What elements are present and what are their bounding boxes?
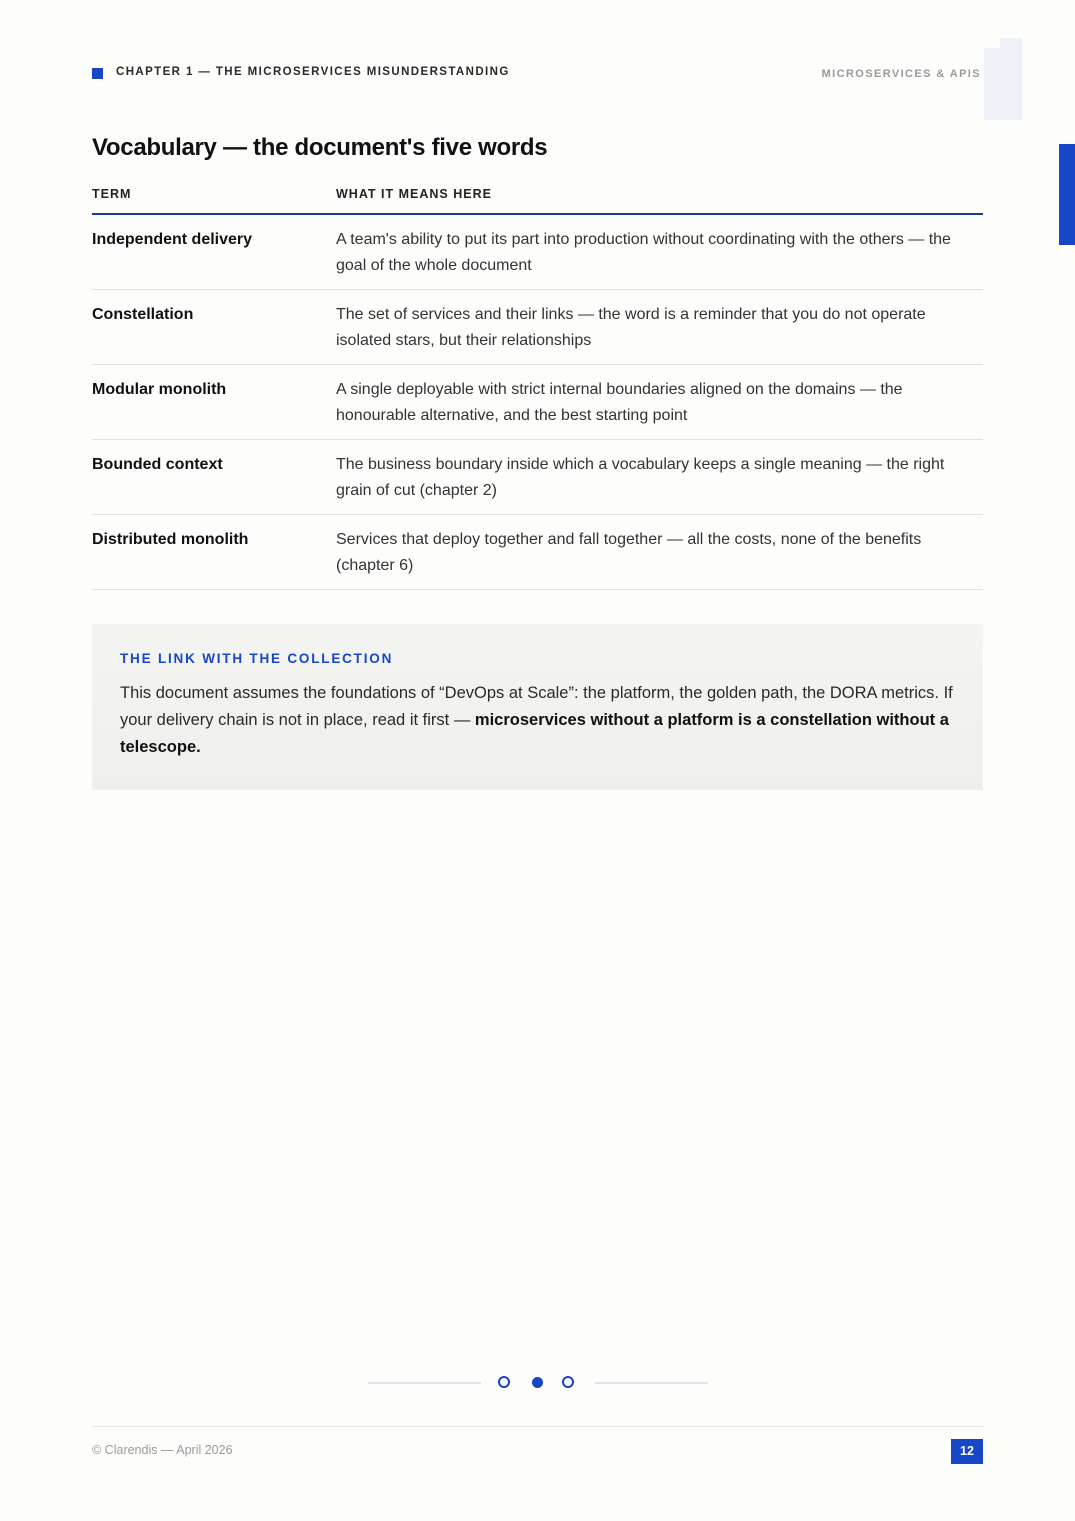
chapter-header: CHAPTER 1 — THE MICROSERVICES MISUNDERSTANDING (116, 66, 510, 78)
table-row (92, 440, 983, 515)
footer-divider (92, 1426, 983, 1427)
term-cell: Constellation (92, 306, 194, 323)
page-number-badge: 12 (951, 1439, 983, 1464)
table-row (92, 215, 983, 290)
term-cell: Independent delivery (92, 231, 253, 248)
meaning-cell: The set of services and their links — the word is a reminder that you do not operate isolated stars, but their relationships (336, 306, 926, 349)
pager-dot-3[interactable] (562, 1376, 574, 1388)
pager-line-right (595, 1382, 708, 1384)
column-header-meaning: WHAT IT MEANS HERE (336, 187, 492, 201)
chapter-side-tab (1059, 144, 1075, 245)
vocabulary-table (92, 180, 983, 590)
table-row (92, 290, 983, 365)
callout-heading: THE LINK WITH THE COLLECTION (120, 651, 394, 666)
collection-header: MICROSERVICES & APIS (821, 68, 981, 80)
column-header-term: TERM (92, 187, 132, 201)
chapter-marker-square (92, 68, 103, 79)
callout-body (120, 680, 955, 761)
term-cell: Distributed monolith (92, 531, 249, 548)
section-title: Vocabulary — the document's five words (92, 134, 548, 161)
meaning-cell: A team's ability to put its part into production without coordinating with the others — the goal of the whole document (336, 231, 951, 274)
chapter-number-decoration (984, 38, 1022, 120)
meaning-cell: The business boundary inside which a vocabulary keeps a single meaning — the right grain of cut (chapter 2) (336, 456, 945, 499)
pager-dot-2-active[interactable] (532, 1377, 543, 1388)
term-cell: Bounded context (92, 456, 223, 473)
meaning-cell: Services that deploy together and fall together — all the costs, none of the benefits (chapter 6) (336, 531, 922, 574)
meaning-cell: A single deployable with strict internal boundaries aligned on the domains — the honourable alternative, and the best starting point (336, 381, 903, 424)
table-row (92, 515, 983, 590)
callout-text: This document assumes the foundations of “DevOps at Scale”: the platform, the golden path, the DORA metrics. If your delivery chain is not in place, read it first — (120, 684, 953, 729)
term-cell: Modular monolith (92, 381, 227, 398)
pager-dot-1[interactable] (498, 1376, 510, 1388)
page-indicator (368, 1372, 708, 1394)
footer-copyright: © Clarendis — April 2026 (92, 1443, 233, 1457)
pager-line-left (368, 1382, 481, 1384)
table-row (92, 365, 983, 440)
collection-link-callout (92, 624, 983, 790)
callout-emphasis: microservices without a platform is a constellation without a telescope. (120, 711, 949, 756)
table-header (92, 180, 983, 215)
